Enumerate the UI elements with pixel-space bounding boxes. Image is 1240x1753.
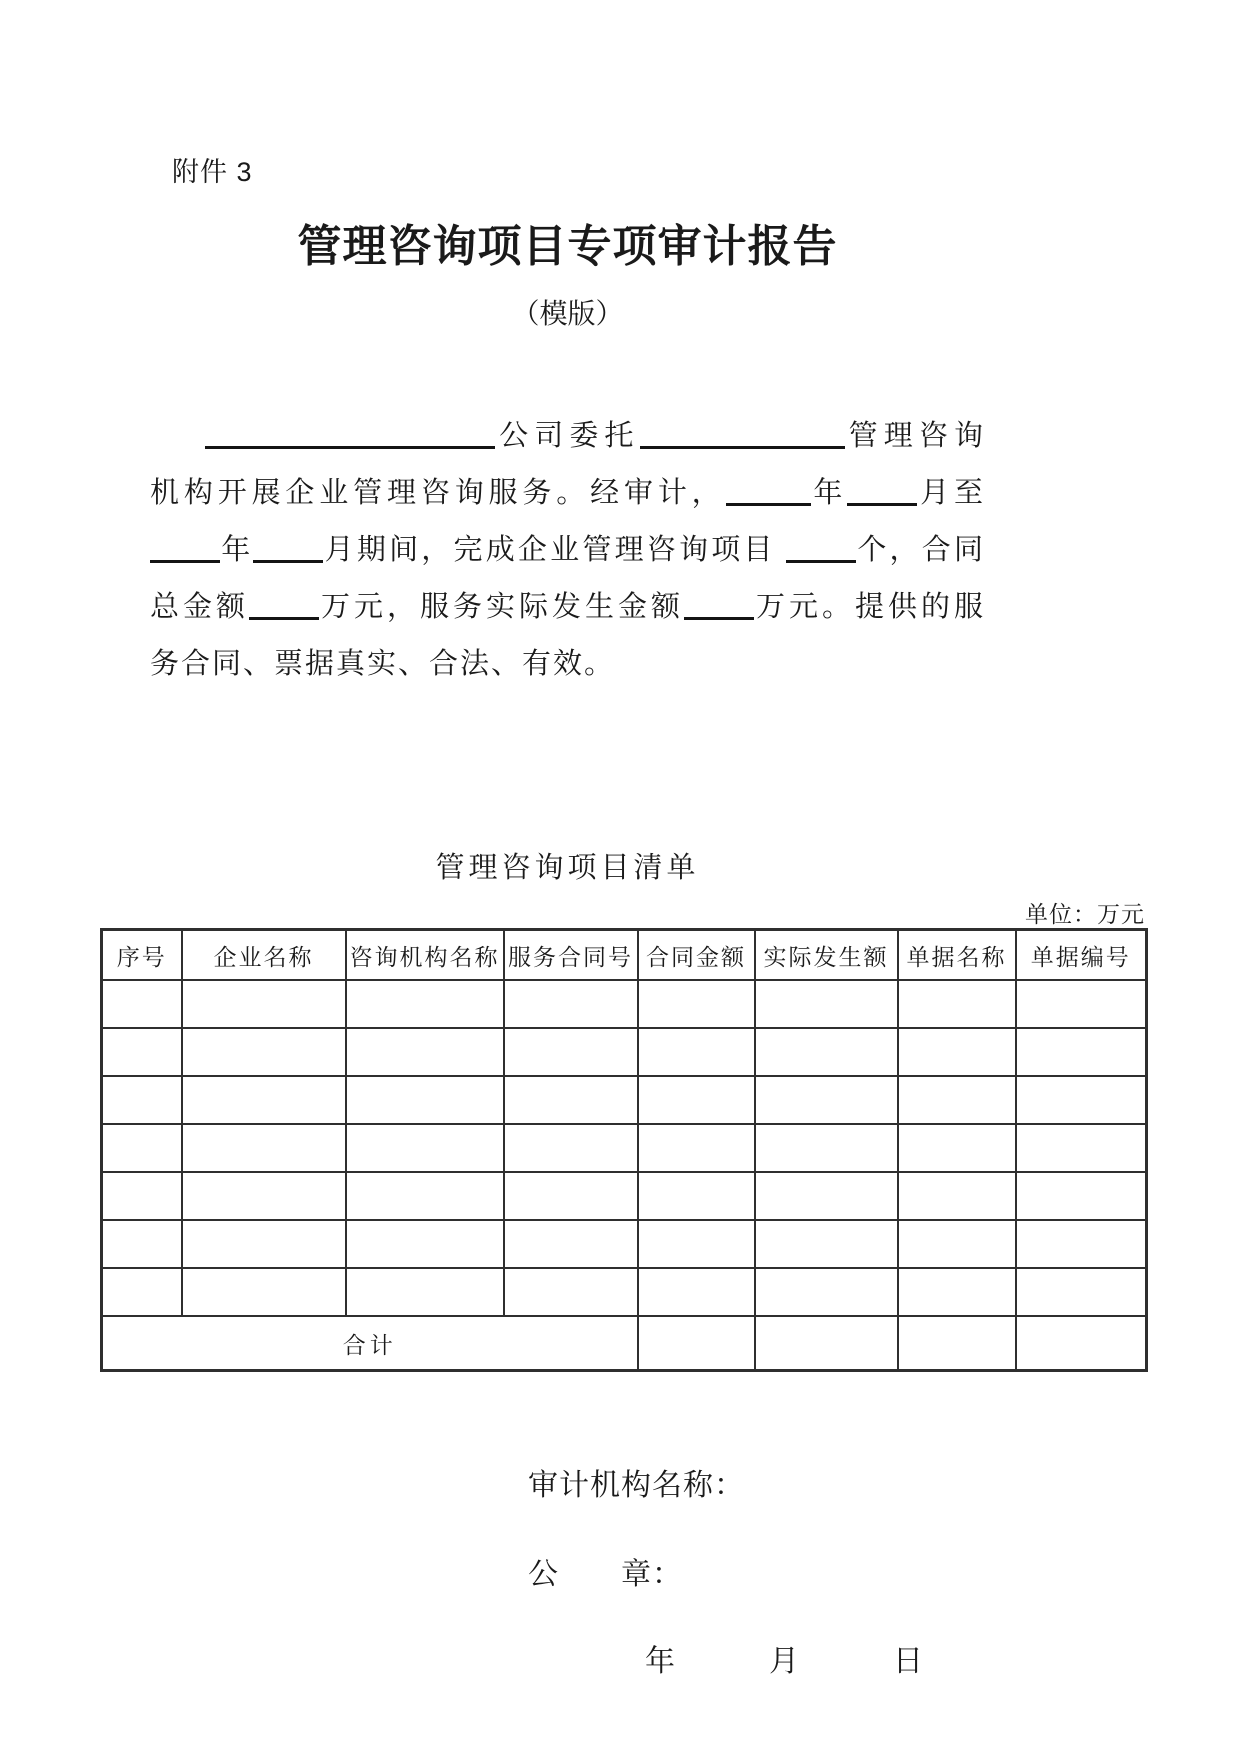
blank-line bbox=[640, 417, 845, 449]
paragraph-line bbox=[150, 408, 985, 465]
paragraph-text: 万元，服务实际发生金额 bbox=[319, 591, 684, 623]
table-cell bbox=[638, 980, 755, 1028]
date-label: 年 月 日 bbox=[645, 1645, 924, 1678]
table-cell bbox=[346, 1172, 504, 1220]
table-cell bbox=[755, 1124, 898, 1172]
table-cell bbox=[898, 980, 1016, 1028]
paragraph-text: 机构开展企业管理咨询服务。经审计， bbox=[150, 477, 726, 509]
table-row bbox=[102, 1124, 1147, 1172]
table-cell bbox=[898, 1028, 1016, 1076]
blank-line bbox=[684, 588, 754, 620]
table-cell bbox=[182, 1124, 346, 1172]
table-cell bbox=[504, 1220, 638, 1268]
table-cell bbox=[898, 1124, 1016, 1172]
table-cell bbox=[102, 980, 182, 1028]
table-cell bbox=[1016, 1220, 1147, 1268]
blank-line bbox=[786, 531, 856, 563]
total-cell bbox=[638, 1316, 755, 1371]
table-cell bbox=[638, 1268, 755, 1316]
table-cell bbox=[1016, 1268, 1147, 1316]
table-cell bbox=[898, 1076, 1016, 1124]
table-cell bbox=[755, 1028, 898, 1076]
paragraph-line bbox=[150, 522, 985, 579]
table-cell bbox=[898, 1220, 1016, 1268]
table-header-row bbox=[102, 930, 1147, 981]
paragraph-text: 务合同、票据真实、合法、有效。 bbox=[150, 648, 616, 680]
table-cell bbox=[1016, 980, 1147, 1028]
paragraph-text: 年 bbox=[810, 477, 848, 509]
table-cell bbox=[182, 980, 346, 1028]
paragraph-text: 公司委托 bbox=[495, 420, 640, 452]
table-cell bbox=[346, 1028, 504, 1076]
paragraph-text: 个，合同 bbox=[856, 534, 985, 566]
table-cell bbox=[638, 1028, 755, 1076]
total-cell bbox=[755, 1316, 898, 1371]
paragraph-line bbox=[150, 465, 985, 522]
total-cell bbox=[1016, 1316, 1147, 1371]
table-header-cell: 序号 bbox=[102, 930, 182, 981]
projects-table bbox=[100, 928, 1148, 1372]
table-title: 管理咨询项目清单 bbox=[435, 852, 700, 884]
auditor-name-label: 审计机构名称： bbox=[528, 1469, 745, 1502]
table-cell bbox=[102, 1268, 182, 1316]
table-cell bbox=[182, 1076, 346, 1124]
table-cell bbox=[1016, 1076, 1147, 1124]
table-row bbox=[102, 1220, 1147, 1268]
seal-label: 公 章： bbox=[528, 1558, 683, 1591]
table-cell bbox=[1016, 1124, 1147, 1172]
table-cell bbox=[102, 1124, 182, 1172]
table-cell bbox=[182, 1220, 346, 1268]
total-row bbox=[102, 1316, 1147, 1371]
table-cell bbox=[504, 1268, 638, 1316]
table-cell bbox=[638, 1172, 755, 1220]
table-cell bbox=[1016, 1172, 1147, 1220]
table-cell bbox=[504, 1172, 638, 1220]
table-row bbox=[102, 1028, 1147, 1076]
table-body bbox=[102, 980, 1147, 1371]
table-cell bbox=[504, 1124, 638, 1172]
table-head bbox=[102, 930, 1147, 981]
unit-label: 单位：万元 bbox=[1025, 902, 1145, 927]
table-cell bbox=[102, 1028, 182, 1076]
blank-line bbox=[847, 474, 917, 506]
table-cell bbox=[102, 1220, 182, 1268]
table-cell bbox=[638, 1124, 755, 1172]
blank-line bbox=[150, 531, 220, 563]
table-cell bbox=[638, 1220, 755, 1268]
table-cell bbox=[346, 980, 504, 1028]
table-header-cell: 实际发生额 bbox=[755, 930, 898, 981]
paragraph-text: 年 bbox=[220, 534, 254, 566]
blank-line bbox=[726, 474, 811, 506]
table-cell bbox=[504, 1076, 638, 1124]
blank-line bbox=[253, 531, 323, 563]
paragraph-text: 月期间，完成企业管理咨询项目 bbox=[323, 534, 787, 566]
table-row bbox=[102, 1172, 1147, 1220]
table-cell bbox=[102, 1172, 182, 1220]
table-cell bbox=[346, 1076, 504, 1124]
table-cell bbox=[504, 980, 638, 1028]
total-label: 合计 bbox=[102, 1316, 638, 1371]
table-cell bbox=[346, 1124, 504, 1172]
paragraph-text: 总金额 bbox=[150, 591, 249, 623]
attachment-label: 附件 3 bbox=[172, 157, 253, 187]
table-cell bbox=[102, 1076, 182, 1124]
blank-line bbox=[205, 417, 495, 449]
table-cell bbox=[755, 980, 898, 1028]
blank-line bbox=[249, 588, 319, 620]
table-cell bbox=[182, 1172, 346, 1220]
total-cell bbox=[898, 1316, 1016, 1371]
table-header-cell: 企业名称 bbox=[182, 930, 346, 981]
table-cell bbox=[1016, 1028, 1147, 1076]
table-cell bbox=[755, 1268, 898, 1316]
paragraph-line bbox=[150, 636, 985, 693]
table-row bbox=[102, 1268, 1147, 1316]
table-header-cell: 服务合同号 bbox=[504, 930, 638, 981]
paragraph-text: 月至 bbox=[917, 477, 985, 509]
table-cell bbox=[755, 1076, 898, 1124]
table-cell bbox=[182, 1268, 346, 1316]
table-header-cell: 合同金额 bbox=[638, 930, 755, 981]
document-subtitle: （模版） bbox=[511, 299, 624, 330]
table-cell bbox=[182, 1028, 346, 1076]
table-cell bbox=[504, 1028, 638, 1076]
table-row bbox=[102, 980, 1147, 1028]
table-header-cell: 单据名称 bbox=[898, 930, 1016, 981]
document-title: 管理咨询项目专项审计报告 bbox=[297, 222, 838, 271]
table-cell bbox=[755, 1220, 898, 1268]
paragraph bbox=[150, 408, 985, 693]
table-header-cell: 单据编号 bbox=[1016, 930, 1147, 981]
paragraph-line bbox=[150, 579, 985, 636]
paragraph-text: 管理咨询 bbox=[844, 420, 985, 452]
table-cell bbox=[346, 1220, 504, 1268]
table-cell bbox=[898, 1268, 1016, 1316]
table-cell bbox=[755, 1172, 898, 1220]
paragraph-text: 万元。提供的服 bbox=[753, 591, 985, 623]
table-cell bbox=[346, 1268, 504, 1316]
table-cell bbox=[638, 1076, 755, 1124]
table-header-cell: 咨询机构名称 bbox=[346, 930, 504, 981]
table-cell bbox=[898, 1172, 1016, 1220]
table-row bbox=[102, 1076, 1147, 1124]
